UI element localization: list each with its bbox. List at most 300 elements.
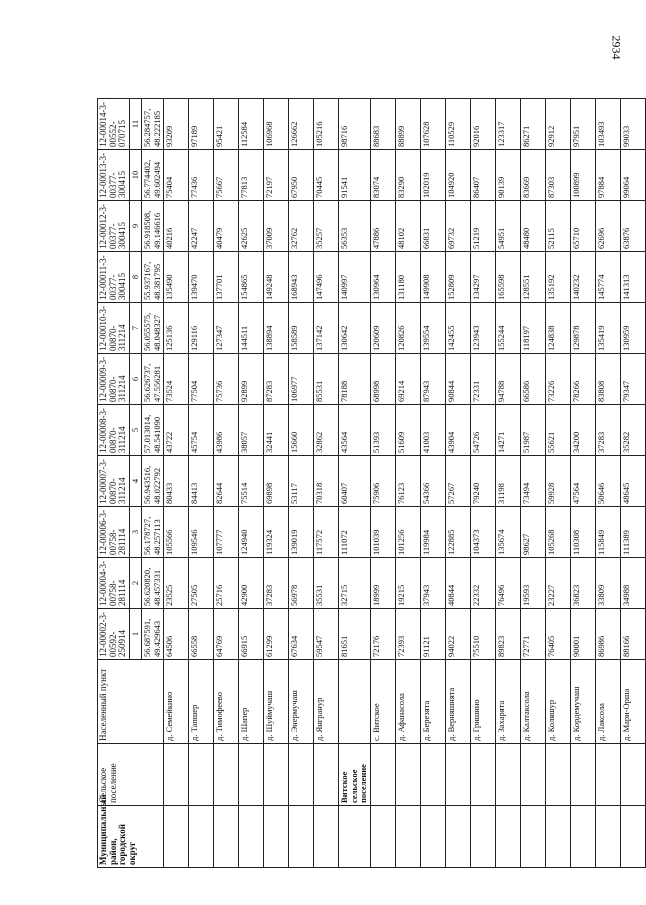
cell-value: 97951 [570, 99, 595, 150]
cell-locality: д. Тимофеево [214, 660, 239, 744]
cell-value: 124940 [239, 507, 264, 558]
table-wrapper [97, 100, 631, 868]
cell-value: 60407 [339, 456, 371, 507]
cell-value: 145774 [595, 252, 620, 303]
cell-value: 48480 [520, 201, 545, 252]
col-number: 7 [129, 303, 142, 354]
col-coords: 56.918508, 49.146616 [142, 201, 164, 252]
cell-value: 64769 [214, 609, 239, 660]
cell-locality: д. Верняшнята [445, 660, 470, 744]
cell-value: 88683 [370, 99, 395, 150]
cell-value: 155244 [495, 303, 520, 354]
cell-value: 105268 [545, 507, 570, 558]
cell-value: 139019 [289, 507, 314, 558]
table-row [495, 99, 520, 868]
cell-value: 142455 [445, 303, 470, 354]
cell-value: 135192 [545, 252, 570, 303]
cell-municipal-district [164, 806, 189, 868]
cell-value: 15660 [289, 405, 314, 456]
cell-value: 43904 [445, 405, 470, 456]
cell-value: 72197 [264, 150, 289, 201]
cell-municipal-district [214, 806, 239, 868]
cell-value: 165598 [495, 252, 520, 303]
cell-value: 110308 [570, 507, 595, 558]
table-row [470, 99, 495, 868]
cell-value: 37943 [420, 558, 445, 609]
cell-value: 48645 [620, 456, 645, 507]
cell-rural-settlement [620, 744, 645, 806]
cell-municipal-district [264, 806, 289, 868]
cell-municipal-district [520, 806, 545, 868]
cell-locality: д. Энермучаш [289, 660, 314, 744]
cell-value: 69732 [445, 201, 470, 252]
cell-value: 137142 [314, 303, 339, 354]
cell-value: 51393 [370, 405, 395, 456]
cell-rural-settlement: Витское сельское поселение [339, 744, 371, 806]
cell-rural-settlement [420, 744, 445, 806]
cell-rural-settlement [595, 744, 620, 806]
cell-locality: д. Коляшур [545, 660, 570, 744]
cell-locality: д. Захарята [495, 660, 520, 744]
cell-value: 103493 [595, 99, 620, 150]
table-row [339, 99, 371, 868]
cell-value: 115849 [595, 507, 620, 558]
cell-rural-settlement [570, 744, 595, 806]
col-coords: 55.937167, 48.381795 [142, 252, 164, 303]
cell-locality: д. Афанасола [395, 660, 420, 744]
table-row [164, 99, 189, 868]
cell-value: 72771 [520, 609, 545, 660]
cell-value: 90844 [445, 354, 470, 405]
cell-value: 92912 [545, 99, 570, 150]
cell-value: 18999 [370, 558, 395, 609]
cell-municipal-district [470, 806, 495, 868]
cell-value: 25716 [214, 558, 239, 609]
cell-value: 48102 [395, 201, 420, 252]
col-number: 5 [129, 405, 142, 456]
cell-value: 97189 [189, 99, 214, 150]
col-number: 9 [129, 201, 142, 252]
cell-value: 94788 [495, 354, 520, 405]
cell-value: 64506 [164, 609, 189, 660]
cell-value: 139470 [189, 252, 214, 303]
cell-value: 141313 [620, 252, 645, 303]
cell-value: 72331 [470, 354, 495, 405]
col-code: 12-00012-3-00377-300415 [98, 201, 130, 252]
cell-value: 43564 [339, 405, 371, 456]
cell-value: 70445 [314, 150, 339, 201]
cell-value: 37283 [264, 558, 289, 609]
cell-value: 92899 [239, 354, 264, 405]
cell-value: 59547 [314, 609, 339, 660]
cell-value: 69898 [264, 456, 289, 507]
cell-rural-settlement [314, 744, 339, 806]
cell-value: 168943 [289, 252, 314, 303]
col-code: 12-00010-3-00870-311214 [98, 303, 130, 354]
cell-municipal-district [420, 806, 445, 868]
col-code: 12-00011-3-00377-300415 [98, 252, 130, 303]
cell-value: 98627 [520, 507, 545, 558]
cell-value: 14271 [495, 405, 520, 456]
cell-value: 61299 [264, 609, 289, 660]
cell-value: 76123 [395, 456, 420, 507]
cell-value: 32862 [314, 405, 339, 456]
cell-rural-settlement [495, 744, 520, 806]
cell-value: 40479 [214, 201, 239, 252]
cell-value: 137701 [214, 252, 239, 303]
col-code: 12-00004-3-00758-281114 [98, 558, 130, 609]
cell-value: 154865 [239, 252, 264, 303]
cell-value: 70318 [314, 456, 339, 507]
cell-value: 62696 [595, 201, 620, 252]
table-row [189, 99, 214, 868]
col-code: 12-00013-3-00377-300415 [98, 150, 130, 201]
cell-value: 112584 [239, 99, 264, 150]
cell-value: 43722 [164, 405, 189, 456]
table-row [595, 99, 620, 868]
cell-locality: д. Тапшер [189, 660, 214, 744]
col-coords: 56.687591, 49.429643 [142, 609, 164, 660]
cell-value: 40216 [164, 201, 189, 252]
cell-value: 110529 [445, 99, 470, 150]
table-row [370, 99, 395, 868]
cell-locality: д. Шапер [239, 660, 264, 744]
col-coords: 56.284757, 48.222185 [142, 99, 164, 150]
cell-value: 66586 [520, 354, 545, 405]
cell-value: 89823 [495, 609, 520, 660]
cell-value: 53117 [289, 456, 314, 507]
cell-value: 32762 [289, 201, 314, 252]
cell-value: 54366 [420, 456, 445, 507]
cell-value: 99033 [620, 99, 645, 150]
col-code: 12-00002-3-00592-250914 [98, 609, 130, 660]
cell-value: 50646 [595, 456, 620, 507]
cell-value: 77436 [189, 150, 214, 201]
cell-value: 40844 [445, 558, 470, 609]
col-coords: 56.774402, 49.602494 [142, 150, 164, 201]
cell-value: 87943 [420, 354, 445, 405]
rotated-table-area [97, 100, 631, 868]
cell-rural-settlement [239, 744, 264, 806]
cell-value: 120609 [370, 303, 395, 354]
cell-value: 81651 [339, 609, 371, 660]
cell-value: 67950 [289, 150, 314, 201]
cell-value: 55621 [545, 405, 570, 456]
cell-value: 75736 [214, 354, 239, 405]
table-row [420, 99, 445, 868]
cell-value: 35282 [620, 405, 645, 456]
cell-value: 129116 [189, 303, 214, 354]
cell-value: 32441 [264, 405, 289, 456]
cell-value: 87303 [545, 150, 570, 201]
cell-value: 72393 [395, 609, 420, 660]
col-number: 10 [129, 150, 142, 201]
cell-value: 41003 [420, 405, 445, 456]
cell-value: 84413 [189, 456, 214, 507]
cell-municipal-district [370, 806, 395, 868]
cell-value: 111389 [620, 507, 645, 558]
cell-locality: д. Лаксола [595, 660, 620, 744]
cell-locality: д. Шуймучаш [264, 660, 289, 744]
cell-municipal-district [570, 806, 595, 868]
cell-value: 54726 [470, 405, 495, 456]
cell-value: 91541 [339, 150, 371, 201]
cell-value: 135490 [164, 252, 189, 303]
cell-value: 86986 [595, 609, 620, 660]
cell-value: 75510 [470, 609, 495, 660]
cell-value: 32715 [339, 558, 371, 609]
cell-municipal-district [595, 806, 620, 868]
col-number: 4 [129, 456, 142, 507]
cell-value: 93209 [164, 99, 189, 150]
cell-value: 139554 [420, 303, 445, 354]
cell-municipal-district [395, 806, 420, 868]
cell-value: 42900 [239, 558, 264, 609]
cell-value: 43986 [214, 405, 239, 456]
cell-value: 56978 [289, 558, 314, 609]
cell-value: 73494 [520, 456, 545, 507]
cell-value: 126662 [289, 99, 314, 150]
col-number: 1 [129, 609, 142, 660]
cell-locality: д. Янгранур [314, 660, 339, 744]
cell-value: 107777 [214, 507, 239, 558]
cell-value: 147496 [314, 252, 339, 303]
distance-table [97, 98, 646, 868]
table-row [314, 99, 339, 868]
cell-value: 23227 [545, 558, 570, 609]
cell-value: 101256 [395, 507, 420, 558]
header-row [98, 99, 130, 868]
table-row [570, 99, 595, 868]
cell-municipal-district [620, 806, 645, 868]
cell-value: 80433 [164, 456, 189, 507]
cell-value: 134297 [470, 252, 495, 303]
cell-value: 85531 [314, 354, 339, 405]
cell-value: 90001 [570, 609, 595, 660]
col-coords: 56.178727, 48.257113 [142, 507, 164, 558]
cell-value: 75514 [239, 456, 264, 507]
cell-rural-settlement [395, 744, 420, 806]
cell-rural-settlement [370, 744, 395, 806]
col-coords: 56.943516, 48.022792 [142, 456, 164, 507]
cell-locality: д. Мари-Орша [620, 660, 645, 744]
cell-value: 56353 [339, 201, 371, 252]
cell-value: 76405 [545, 609, 570, 660]
cell-locality: д. Березята [420, 660, 445, 744]
cell-value: 79347 [620, 354, 645, 405]
cell-value: 35257 [314, 201, 339, 252]
cell-value: 86271 [520, 99, 545, 150]
cell-rural-settlement [445, 744, 470, 806]
cell-value: 83808 [595, 354, 620, 405]
cell-value: 51609 [395, 405, 420, 456]
cell-value: 82644 [214, 456, 239, 507]
table-row [239, 99, 264, 868]
cell-value: 51219 [470, 201, 495, 252]
table-row [545, 99, 570, 868]
cell-value: 19215 [395, 558, 420, 609]
cell-rural-settlement [520, 744, 545, 806]
cell-value: 125136 [164, 303, 189, 354]
cell-value: 127347 [214, 303, 239, 354]
cell-value: 140232 [570, 252, 595, 303]
cell-value: 104373 [470, 507, 495, 558]
cell-value: 92016 [470, 99, 495, 150]
cell-municipal-district [339, 806, 371, 868]
col-code: 12-00008-3-00870-311214 [98, 405, 130, 456]
cell-value: 73226 [545, 354, 570, 405]
cell-value: 47886 [370, 201, 395, 252]
cell-rural-settlement [189, 744, 214, 806]
cell-value: 130964 [370, 252, 395, 303]
cell-value: 27505 [189, 558, 214, 609]
table-row [445, 99, 470, 868]
col-coords: 56.055575, 48.048327 [142, 303, 164, 354]
cell-value: 106968 [264, 99, 289, 150]
cell-value: 124838 [545, 303, 570, 354]
cell-value: 107628 [420, 99, 445, 150]
cell-value: 75906 [370, 456, 395, 507]
cell-value: 94022 [445, 609, 470, 660]
cell-value: 104920 [445, 150, 470, 201]
cell-value: 63876 [620, 201, 645, 252]
cell-value: 149248 [264, 252, 289, 303]
cell-value: 79240 [470, 456, 495, 507]
cell-value: 38057 [239, 405, 264, 456]
cell-value: 130642 [339, 303, 371, 354]
cell-value: 135419 [595, 303, 620, 354]
table-row [395, 99, 420, 868]
cell-value: 100899 [570, 150, 595, 201]
cell-locality: с. Витское [370, 660, 395, 744]
cell-value: 117572 [314, 507, 339, 558]
cell-value: 99064 [620, 150, 645, 201]
cell-value: 72176 [370, 609, 395, 660]
cell-value: 119984 [420, 507, 445, 558]
cell-value: 83669 [520, 150, 545, 201]
cell-value: 67634 [289, 609, 314, 660]
cell-value: 66558 [189, 609, 214, 660]
cell-value: 42625 [239, 201, 264, 252]
cell-value: 91121 [420, 609, 445, 660]
cell-municipal-district [289, 806, 314, 868]
cell-value: 51987 [520, 405, 545, 456]
cell-value: 54951 [495, 201, 520, 252]
col-number: 2 [129, 558, 142, 609]
cell-value: 97884 [595, 150, 620, 201]
cell-value: 101039 [370, 507, 395, 558]
table-row [264, 99, 289, 868]
cell-value: 95421 [214, 99, 239, 150]
cell-rural-settlement [164, 744, 189, 806]
cell-value: 19593 [520, 558, 545, 609]
cell-value: 52115 [545, 201, 570, 252]
cell-value: 75404 [164, 150, 189, 201]
cell-value: 88166 [620, 609, 645, 660]
cell-value: 69214 [395, 354, 420, 405]
cell-value: 66831 [420, 201, 445, 252]
cell-value: 76496 [495, 558, 520, 609]
cell-value: 131180 [395, 252, 420, 303]
cell-municipal-district [239, 806, 264, 868]
cell-value: 83290 [395, 150, 420, 201]
cell-value: 135674 [495, 507, 520, 558]
cell-value: 65710 [570, 201, 595, 252]
col-number: 11 [129, 99, 142, 150]
cell-value: 36823 [570, 558, 595, 609]
col-number: 3 [129, 507, 142, 558]
cell-value: 129878 [570, 303, 595, 354]
table-row [520, 99, 545, 868]
cell-value: 140997 [339, 252, 371, 303]
cell-locality: д. Кордемучаш [570, 660, 595, 744]
table-row [214, 99, 239, 868]
cell-value: 23525 [164, 558, 189, 609]
cell-value: 87283 [264, 354, 289, 405]
col-coords: 57.013014, 48.541090 [142, 405, 164, 456]
cell-value: 130959 [620, 303, 645, 354]
cell-value: 128551 [520, 252, 545, 303]
table-row [289, 99, 314, 868]
cell-value: 86407 [470, 150, 495, 201]
cell-value: 149908 [420, 252, 445, 303]
cell-value: 22332 [470, 558, 495, 609]
cell-municipal-district [189, 806, 214, 868]
cell-value: 45754 [189, 405, 214, 456]
cell-value: 37009 [264, 201, 289, 252]
cell-value: 138894 [264, 303, 289, 354]
col-code: 12-00014-3-00552-070715 [98, 99, 130, 150]
cell-value: 78188 [339, 354, 371, 405]
cell-value: 75667 [214, 150, 239, 201]
cell-value: 57267 [445, 456, 470, 507]
cell-value: 68998 [370, 354, 395, 405]
cell-value: 37283 [595, 405, 620, 456]
cell-value: 158589 [289, 303, 314, 354]
cell-value: 90139 [495, 150, 520, 201]
cell-value: 34200 [570, 405, 595, 456]
cell-municipal-district [314, 806, 339, 868]
cell-value: 77504 [189, 354, 214, 405]
col-number: 6 [129, 354, 142, 405]
cell-value: 105216 [314, 99, 339, 150]
cell-municipal-district [445, 806, 470, 868]
cell-value: 31198 [495, 456, 520, 507]
cell-value: 123317 [495, 99, 520, 150]
cell-value: 42247 [189, 201, 214, 252]
col-coords: 56.620820, 48.457331 [142, 558, 164, 609]
col-code: 12-00006-3-00758-281114 [98, 507, 130, 558]
cell-locality: д. Калтаксола [520, 660, 545, 744]
table-row [620, 99, 645, 868]
header-municipal-district: Муниципальный район, городской округ [98, 806, 164, 868]
cell-value: 118197 [520, 303, 545, 354]
cell-value: 98716 [339, 99, 371, 150]
cell-value: 102019 [420, 150, 445, 201]
cell-value: 34988 [620, 558, 645, 609]
cell-value: 120826 [395, 303, 420, 354]
cell-rural-settlement [545, 744, 570, 806]
cell-value: 73524 [164, 354, 189, 405]
table-body [164, 99, 646, 868]
cell-locality [339, 660, 371, 744]
col-coords: 56.626737, 47.556281 [142, 354, 164, 405]
col-code: 12-00009-3-00870-311214 [98, 354, 130, 405]
cell-value: 83074 [370, 150, 395, 201]
cell-value: 59928 [545, 456, 570, 507]
cell-rural-settlement [470, 744, 495, 806]
cell-value: 122885 [445, 507, 470, 558]
